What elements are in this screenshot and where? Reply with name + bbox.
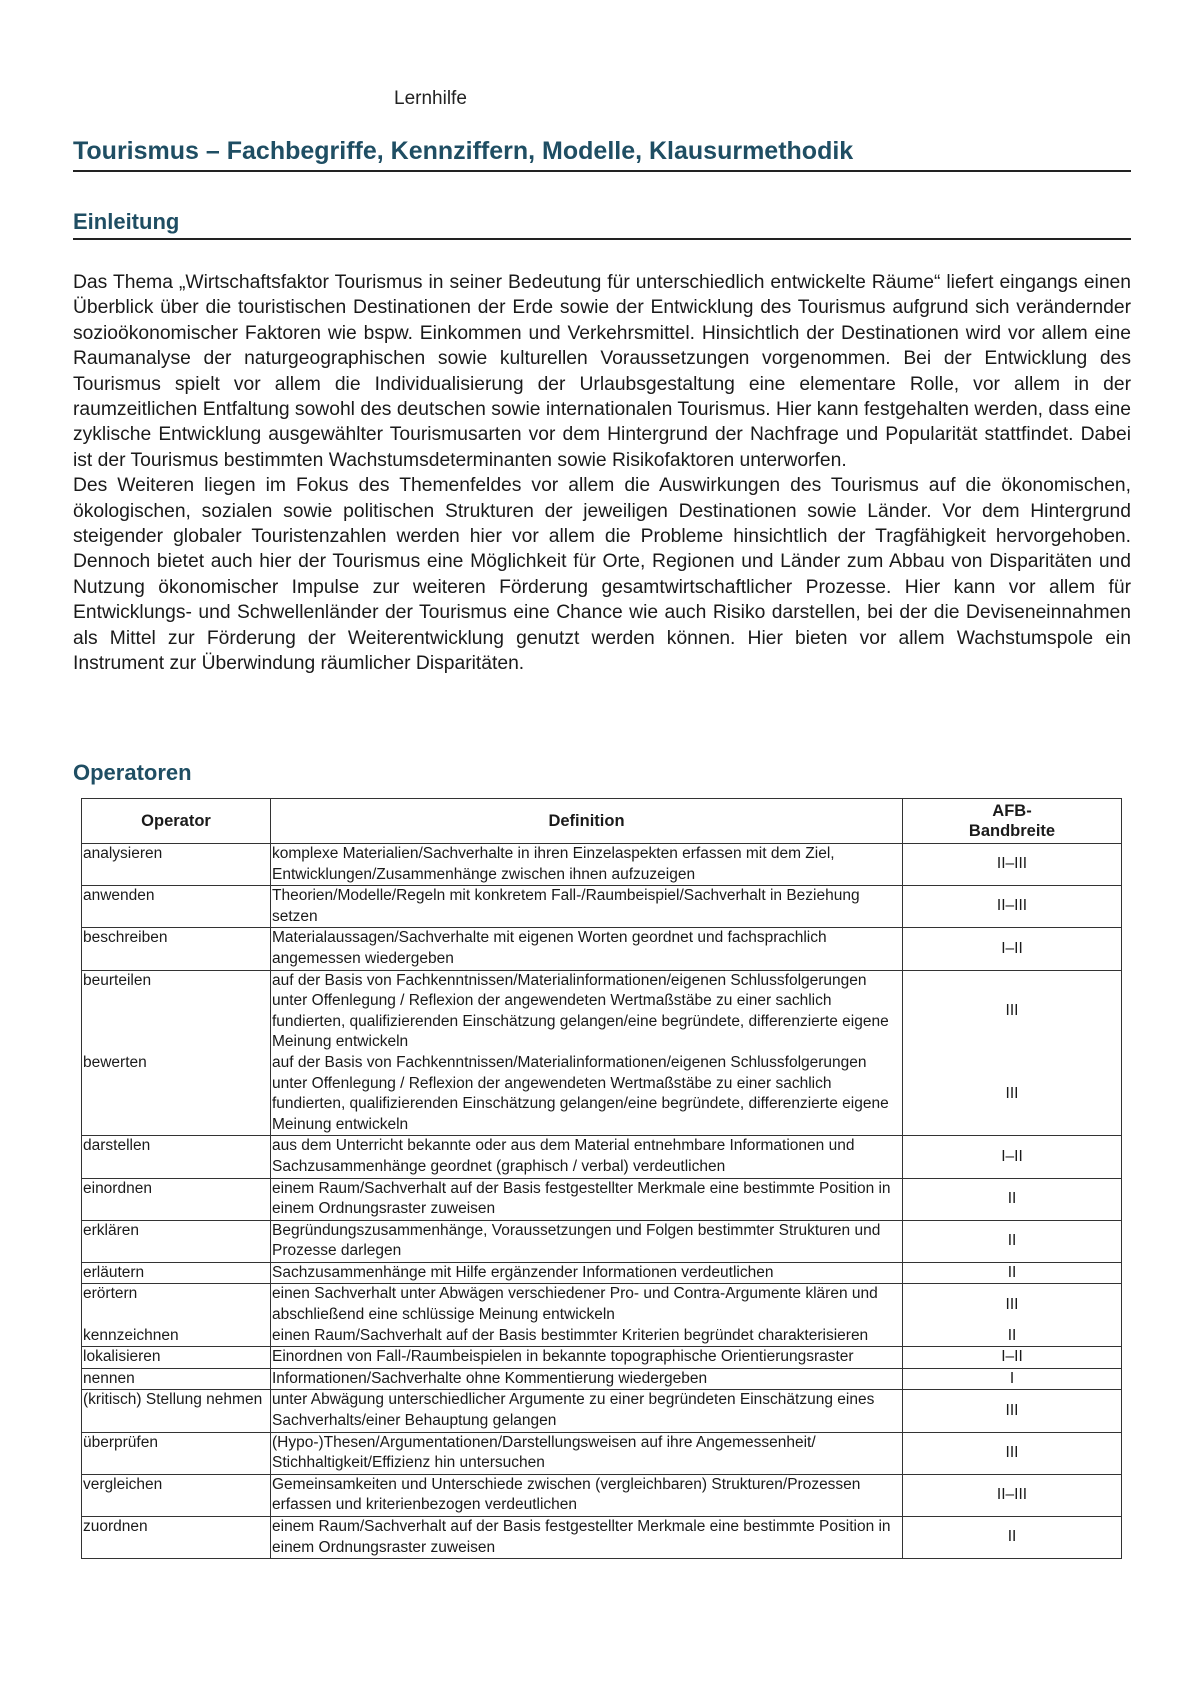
- document-title: Tourismus – Fachbegriffe, Kennziffern, Modelle, Klausurmethodik: [73, 137, 1131, 172]
- afb-cell: I–II: [903, 1347, 1122, 1369]
- header-label: Lernhilfe: [394, 88, 467, 109]
- operator-cell: analysieren: [82, 844, 271, 886]
- definition-cell: auf der Basis von Fachkenntnissen/Materialinformationen/eigenen Schlussfolgerungen unter Offenlegung / Reflexion der angewendeten Wertmaßstäbe zu einer sachlich fundierten, qualifizierenden Einschätzung gelangen/eine begründete, differenzierte eigene Meinung entwickeln: [271, 1053, 903, 1136]
- table-row: [82, 1262, 1122, 1284]
- afb-cell: II–III: [903, 844, 1122, 886]
- column-header-afb: AFB- Bandbreite: [903, 799, 1122, 844]
- afb-cell: III: [903, 970, 1122, 1053]
- definition-cell: auf der Basis von Fachkenntnissen/Materialinformationen/eigenen Schlussfolgerungen unter Offenlegung / Reflexion der angewendeten Wertmaßstäbe zu einer sachlich fundierten, qualifizierenden Einschätzung gelangen/eine begründete, differenzierte eigene Meinung entwickeln: [271, 970, 903, 1053]
- table-row: [82, 928, 1122, 970]
- definition-cell: einem Raum/Sachverhalt auf der Basis festgestellter Merkmale eine bestimmte Position in einem Ordnungsraster zuweisen: [271, 1517, 903, 1559]
- table-row: [82, 1517, 1122, 1559]
- table-row: [82, 1284, 1122, 1326]
- section-heading-operatoren: Operatoren: [73, 760, 192, 785]
- definition-cell: einen Raum/Sachverhalt auf der Basis bestimmter Kriterien begründet charakterisieren: [271, 1326, 903, 1347]
- operator-cell: vergleichen: [82, 1474, 271, 1516]
- table-row: [82, 1390, 1122, 1432]
- table-row: [82, 1220, 1122, 1262]
- afb-cell: I: [903, 1368, 1122, 1390]
- definition-cell: Sachzusammenhänge mit Hilfe ergänzender Informationen verdeutlichen: [271, 1262, 903, 1284]
- column-header-operator: Operator: [82, 799, 271, 844]
- operator-cell: beurteilen: [82, 970, 271, 1053]
- afb-cell: II: [903, 1517, 1122, 1559]
- definition-cell: Gemeinsamkeiten und Unterschiede zwischen (vergleichbaren) Strukturen/Prozessen erfassen und kriterienbezogen verdeutlichen: [271, 1474, 903, 1516]
- afb-cell: III: [903, 1053, 1122, 1136]
- afb-cell: II: [903, 1178, 1122, 1220]
- operator-cell: erklären: [82, 1220, 271, 1262]
- afb-cell: II: [903, 1262, 1122, 1284]
- table-row: [82, 1474, 1122, 1516]
- definition-cell: Materialaussagen/Sachverhalte mit eigenen Worten geordnet und fachsprachlich angemessen wiedergeben: [271, 928, 903, 970]
- operator-cell: einordnen: [82, 1178, 271, 1220]
- definition-cell: Einordnen von Fall-/Raumbeispielen in bekannte topographische Orientierungsraster: [271, 1347, 903, 1369]
- intro-paragraph: Das Thema „Wirtschaftsfaktor Tourismus in seiner Bedeutung für unterschiedlich entwickelte Räume“ liefert eingangs einen Überblick über die touristischen Destinationen der Erde sowie der Entwicklung des Tourismus aufgrund sich verändernder sozioökonomischer Faktoren wie bspw. Einkommen und Verkehrsmittel. Hinsichtlich der Destinationen wird vor allem eine Raumanalyse der naturgeographischen sowie kulturellen Voraussetzungen vorgenommen. Bei der Entwicklung des Tourismus spielt vor allem die Individualisierung der Urlaubsgestaltung eine elementare Rolle, vor allem in der raumzeitlichen Entfaltung sowohl des deutschen sowie internationalen Tourismus. Hier kann festgehalten werden, dass eine zyklische Entwicklung ausgewählter Tourismusarten vor dem Hintergrund der Nachfrage und Popularität stattfindet. Dabei ist der Tourismus bestimmten Wachstumsdeterminanten sowie Risikofaktoren unterworfen.: [73, 272, 1131, 471]
- definition-cell: Begründungszusammenhänge, Voraussetzungen und Folgen bestimmter Strukturen und Prozesse darlegen: [271, 1220, 903, 1262]
- operator-cell: überprüfen: [82, 1432, 271, 1474]
- operator-cell: lokalisieren: [82, 1347, 271, 1369]
- afb-cell: III: [903, 1284, 1122, 1326]
- table-row: [82, 844, 1122, 886]
- operator-cell: (kritisch) Stellung nehmen: [82, 1390, 271, 1432]
- afb-cell: I–II: [903, 1136, 1122, 1178]
- afb-cell: I–II: [903, 928, 1122, 970]
- definition-cell: Theorien/Modelle/Regeln mit konkretem Fall-/Raumbeispiel/Sachverhalt in Beziehung setzen: [271, 886, 903, 928]
- operator-cell: erörtern: [82, 1284, 271, 1326]
- table-row: [82, 1368, 1122, 1390]
- afb-cell: II–III: [903, 886, 1122, 928]
- definition-cell: einen Sachverhalt unter Abwägen verschiedener Pro- und Contra-Argumente klären und abschließend eine schlüssige Meinung entwickeln: [271, 1284, 903, 1326]
- operator-cell: nennen: [82, 1368, 271, 1390]
- table-row: [82, 1432, 1122, 1474]
- table-row: [82, 886, 1122, 928]
- definition-cell: komplexe Materialien/Sachverhalte in ihren Einzelaspekten erfassen mit dem Ziel, Entwicklungen/Zusammenhänge zwischen ihnen aufzuzeigen: [271, 844, 903, 886]
- operator-cell: beschreiben: [82, 928, 271, 970]
- operator-cell: kennzeichnen: [82, 1326, 271, 1347]
- definition-cell: Informationen/Sachverhalte ohne Kommentierung wiedergeben: [271, 1368, 903, 1390]
- introduction-text: [73, 270, 1131, 677]
- table-row: [82, 1136, 1122, 1178]
- table-row: [82, 1326, 1122, 1347]
- operator-cell: darstellen: [82, 1136, 271, 1178]
- afb-cell: II: [903, 1326, 1122, 1347]
- afb-cell: II: [903, 1220, 1122, 1262]
- definition-cell: aus dem Unterricht bekannte oder aus dem Material entnehmbare Informationen und Sachzusammenhänge geordnet (graphisch / verbal) verdeutlichen: [271, 1136, 903, 1178]
- column-header-definition: Definition: [271, 799, 903, 844]
- definition-cell: (Hypo-)Thesen/Argumentationen/Darstellungsweisen auf ihre Angemessenheit/ Stichhaltigkeit/Effizienz hin untersuchen: [271, 1432, 903, 1474]
- operator-cell: zuordnen: [82, 1517, 271, 1559]
- table-row: [82, 1347, 1122, 1369]
- table-row: [82, 1178, 1122, 1220]
- operators-table: [81, 798, 1122, 1559]
- section-heading-einleitung: Einleitung: [73, 209, 1131, 240]
- operators-table-body: [82, 844, 1122, 1559]
- afb-cell: II–III: [903, 1474, 1122, 1516]
- definition-cell: unter Abwägung unterschiedlicher Argumente zu einer begründeten Einschätzung eines Sachverhalts/einer Behauptung gelangen: [271, 1390, 903, 1432]
- operator-cell: bewerten: [82, 1053, 271, 1136]
- afb-cell: III: [903, 1390, 1122, 1432]
- table-header-row: [82, 799, 1122, 844]
- operator-cell: erläutern: [82, 1262, 271, 1284]
- intro-paragraph: Des Weiteren liegen im Fokus des Themenfeldes vor allem die Auswirkungen des Tourismus auf die ökonomischen, ökologischen, sozialen sowie politischen Strukturen der jeweiligen Destinationen sowie Länder. Vor dem Hintergrund steigender globaler Touristenzahlen werden hier vor allem die Probleme hinsichtlich der Tragfähigkeit hervorgehoben. Dennoch bietet auch hier der Tourismus eine Möglichkeit für Orte, Regionen und Länder zum Abbau von Disparitäten und Nutzung ökonomischer Impulse zur weiteren Förderung gesamtwirtschaftlicher Prozesse. Hier kann vor allem für Entwicklungs- und Schwellenländer der Tourismus eine Chance wie auch Risiko darstellen, bei der die Deviseneinnahmen als Mittel zur Förderung der Weiterentwicklung genutzt werden können. Hier bieten vor allem Wachstumspole ein Instrument zur Überwindung räumlicher Disparitäten.: [73, 475, 1131, 675]
- operator-cell: anwenden: [82, 886, 271, 928]
- afb-cell: III: [903, 1432, 1122, 1474]
- definition-cell: einem Raum/Sachverhalt auf der Basis festgestellter Merkmale eine bestimmte Position in einem Ordnungsraster zuweisen: [271, 1178, 903, 1220]
- table-row: [82, 1053, 1122, 1136]
- table-row: [82, 970, 1122, 1053]
